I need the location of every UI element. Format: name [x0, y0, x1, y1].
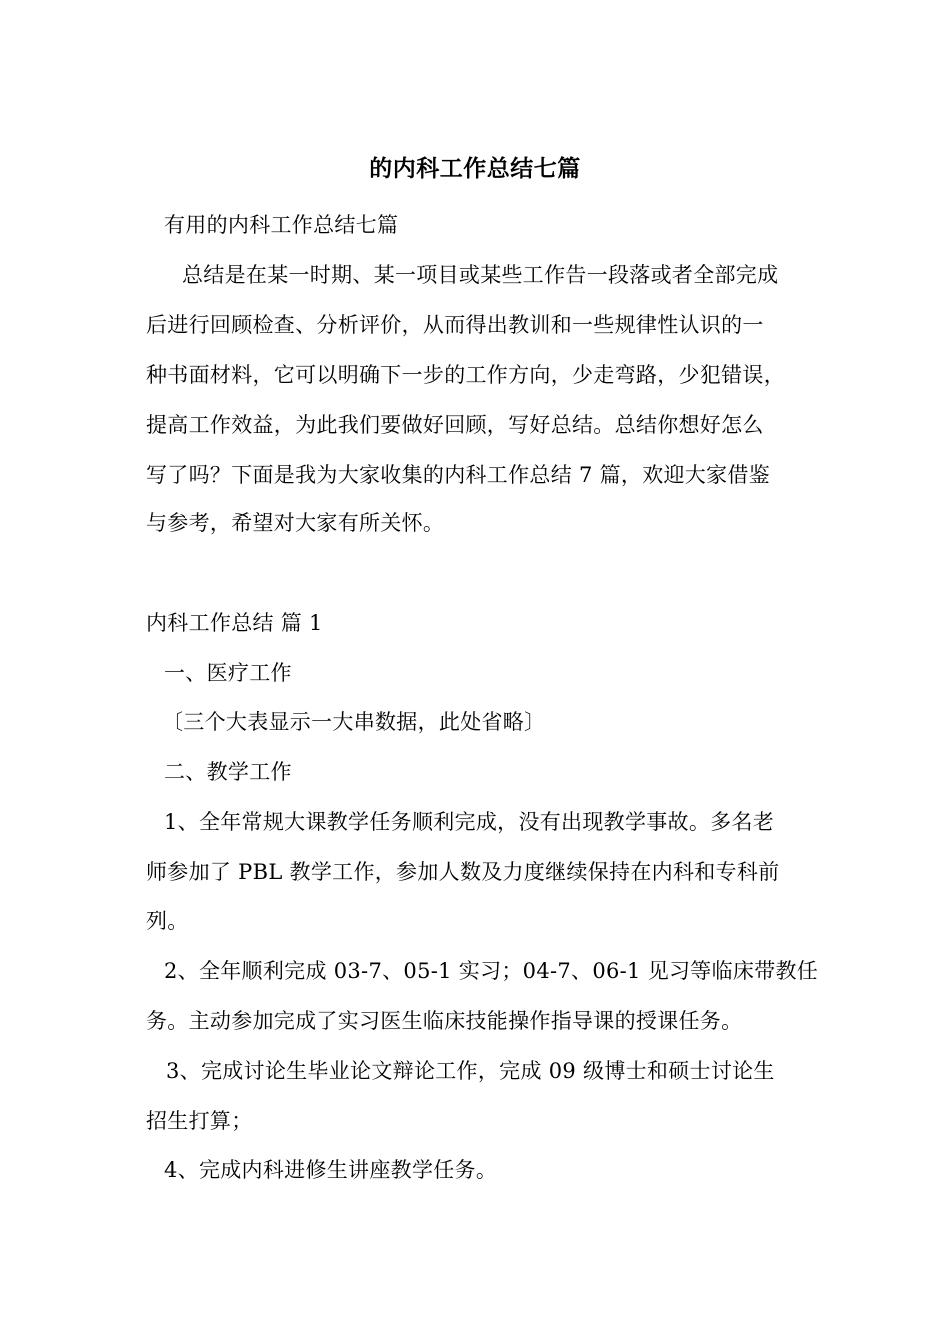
medical-note: 〔三个大表显示一大串数据，此处省略〕	[162, 710, 546, 734]
teaching-heading: 二、教学工作	[164, 760, 292, 784]
document-title: 的内科工作总结七篇	[369, 155, 581, 182]
intro-line: 种书面材料，它可以明确下一步的工作方向，少走弯路，少犯错误，	[146, 363, 785, 387]
item-line: 3、完成讨论生毕业论文辩论工作，完成 09 级博士和硕士讨论生	[166, 1059, 775, 1083]
intro-line: 写了吗？下面是我为大家收集的内科工作总结 7 篇，欢迎大家借鉴	[146, 463, 771, 487]
item-line: 师参加了 PBL 教学工作，参加人数及力度继续保持在内科和专科前	[146, 860, 780, 884]
item-line: 招生打算；	[146, 1109, 253, 1133]
item-line: 列。	[146, 909, 189, 933]
item-line: 2、全年顺利完成 03-7、05-1 实习；04-7、06-1 见习等临床带教任	[164, 959, 819, 983]
medical-heading: 一、医疗工作	[164, 661, 292, 685]
item-line: 4、完成内科进修生讲座教学任务。	[164, 1158, 498, 1182]
intro-line: 与参考，希望对大家有所关怀。	[146, 511, 445, 535]
item-line: 务。主动参加完成了实习医生临床技能操作指导课的授课任务。	[146, 1009, 743, 1033]
intro-line: 后进行回顾检查、分析评价，从而得出教训和一些规律性认识的一	[146, 313, 764, 337]
intro-line: 提高工作效益，为此我们要做好回顾，写好总结。总结你想好怎么	[146, 413, 764, 437]
item-line: 1、全年常规大课教学任务顺利完成，没有出现教学事故。多名老	[164, 810, 775, 834]
section-heading: 内科工作总结 篇 1	[146, 611, 323, 635]
intro-line: 总结是在某一时期、某一项目或某些工作告一段落或者全部完成	[182, 263, 779, 287]
document-subtitle: 有用的内科工作总结七篇	[164, 213, 399, 237]
